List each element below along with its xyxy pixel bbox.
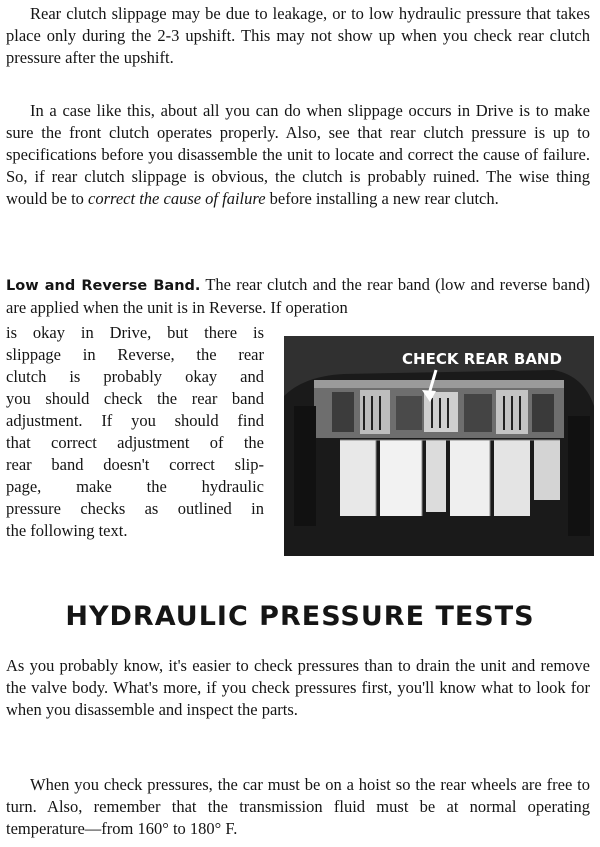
paragraph-text: before installing a new rear clutch.: [265, 189, 499, 208]
transmission-photo: [284, 336, 594, 556]
emphasis-text: correct the cause of failure: [88, 189, 266, 208]
column-line: clutch is probably okay and: [6, 367, 264, 386]
run-in-heading: Low and Reverse Band.: [6, 278, 201, 294]
paragraph-text: In a case like this, about all you can do when slippage occurs in Drive is to make sure the front clutch operates properly. Also, see that rear clutch pressure is up to specifications before you disassemble the unit to locate and correct the cause of failure. So, if rear clutch slippage is obvious, the clutch is probably ruined. The wise thing would be to: [6, 101, 590, 208]
column-line: rear band doesn't correct slip-: [6, 455, 264, 474]
column-line: slippage in Reverse, the rear: [6, 345, 264, 364]
band-column-text: [6, 322, 264, 542]
column-line: that correct adjustment of the: [6, 433, 264, 452]
paragraph-hoist: When you check pressures, the car must be on a hoist so the rear wheels are free to turn. Also, remember that the transmission fluid must be at normal operating temperature—from 160° to 180° F.: [6, 775, 590, 838]
paragraph-case-like-this: [6, 100, 590, 210]
transmission-illustration: [284, 336, 594, 556]
paragraph-rear-clutch-slippage: Rear clutch slippage may be due to leakage, or to low hydraulic pressure that takes place only during the 2-3 upshift. This may not show up when you check rear clutch pressure after the upshift.: [6, 4, 590, 67]
column-line: you should check the rear band: [6, 389, 264, 408]
section-heading: HYDRAULIC PRESSURE TESTS: [65, 601, 535, 632]
column-line: the following text.: [6, 521, 128, 540]
figure-callout: CHECK REAR BAND: [402, 350, 562, 368]
paragraph-low-reverse-band: [6, 274, 590, 319]
paragraph-pressures-intro: As you probably know, it's easier to check pressures than to drain the unit and remove the valve body. What's more, if you check pressures first, you'll know what to look for when you disassemble and inspect the parts.: [6, 656, 590, 719]
paragraph-text: The rear clutch and the rear band (low and reverse band) are applied when the unit is in Reverse. If operation: [6, 275, 590, 317]
column-line: is okay in Drive, but there is: [6, 323, 264, 342]
column-line: adjustment. If you should find: [6, 411, 264, 430]
column-line: pressure checks as outlined in: [6, 499, 264, 518]
column-line: page, make the hydraulic: [6, 477, 264, 496]
